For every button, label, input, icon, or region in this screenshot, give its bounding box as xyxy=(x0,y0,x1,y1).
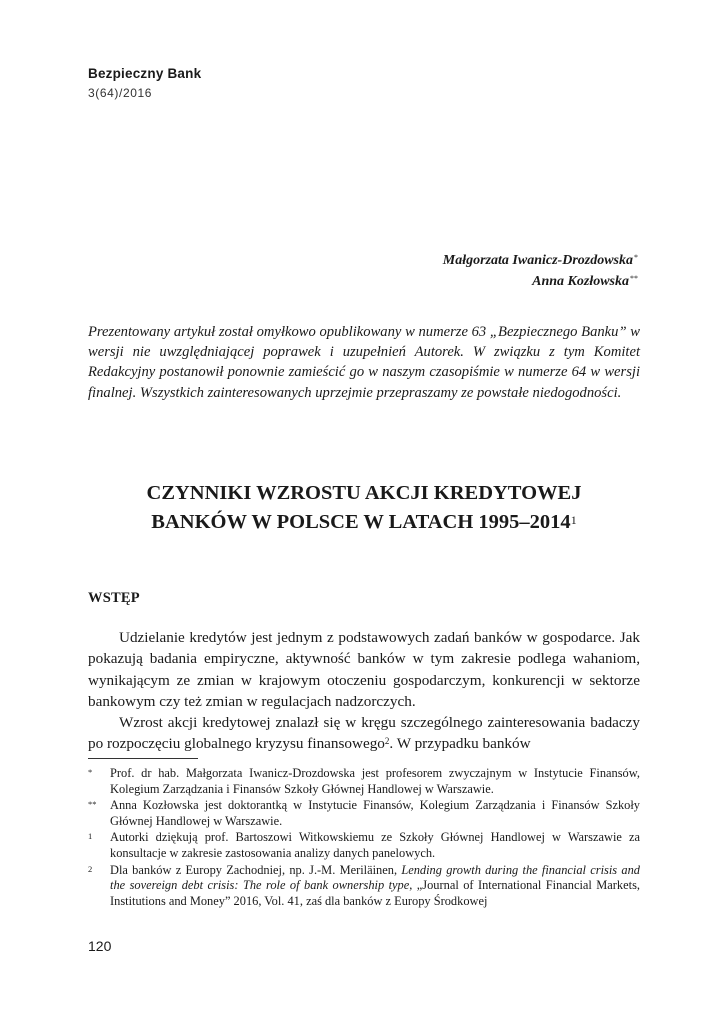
cited-article-title: Lending growth during the financial crisis and the sovereign debt crisis: The role of bank ownership type xyxy=(110,862,640,893)
section-heading: WSTĘP xyxy=(88,590,140,606)
journal-header xyxy=(88,66,201,100)
author-2 xyxy=(443,271,638,292)
journal-name: Bezpieczny Bank xyxy=(88,66,202,81)
editorial-notice: Prezentowany artykuł został omyłkowo opublikowany w numerze 63 „Bezpiecznego Banku” w wersji nie uwzględniającej poprawek i uzupełnień Autorek. W związku z tym Komitet Redakcyjny postanowił ponownie zamieścić go w naszym czasopiśmie w numerze 64 w wersji finalnej. Wszystkich zainteresowanych uprzejmie przepraszamy ze powstałe niedogodności. xyxy=(88,324,640,401)
footnote-text: Anna Kozłowska jest doktorantką w Instytucie Finansów, Kolegium Zarządzania i Finansów Szkoły Głównej Handlowej w Warszawie. xyxy=(110,798,640,828)
page-number: 120 xyxy=(88,938,112,954)
footnote-text-after: , „Journal of International Financial Markets, Institutions and Money” 2016, Vol. 41, zaś dla banków z Europy Środkowej xyxy=(110,878,640,908)
author-list xyxy=(443,250,638,292)
title-line-2-text: BANKÓW W POLSCE W LATACH 1995–2014 xyxy=(151,511,571,533)
author-1-name: Małgorzata Iwanicz-Drozdowska xyxy=(442,253,633,268)
footnote-separator xyxy=(88,758,198,759)
footnote-text: Autorki dziękują prof. Bartoszowi Witkowskiemu ze Szkoły Głównej Handlowej w Warszawie za konsultacje w zakresie zastosowania analizy danych panelowych. xyxy=(110,830,640,860)
footnote-author-1 xyxy=(88,766,640,797)
footnote-text xyxy=(110,863,640,910)
footnote-2 xyxy=(88,863,640,910)
author-2-mark: ** xyxy=(630,274,638,283)
author-1-mark: * xyxy=(634,253,638,262)
footnote-mark: ** xyxy=(88,799,97,810)
paragraph-1: Udzielanie kredytów jest jednym z podstawowych zadań banków w gospodarce. Jak pokazują badania empiryczne, aktywność banków w tym zakresie podlega wahaniom, wynikającym ze zmian w krajowym otoczeniu gospodarczym, konkurencji w sektorze bankowym czy też zmian w regulacjach nadzorczych. xyxy=(88,629,640,710)
title-footnote-mark: 1 xyxy=(570,513,577,527)
footnotes xyxy=(88,766,640,910)
footnote-mark: 1 xyxy=(88,831,93,842)
title-line-2 xyxy=(88,508,640,537)
footnote-ref-2: 2 xyxy=(384,736,390,747)
title-line-1: CZYNNIKI WZROSTU AKCJI KREDYTOWEJ xyxy=(146,482,582,504)
footnote-1 xyxy=(88,830,640,861)
footnote-mark: * xyxy=(88,767,93,777)
paragraph-2 xyxy=(88,712,640,755)
author-1 xyxy=(443,250,638,271)
footnote-mark: 2 xyxy=(88,863,93,874)
paragraph-2-text: Wzrost akcji kredytowej znalazł się w kręgu szczególnego zainteresowania badaczy po rozpoczęciu globalnego kryzysu finansowego xyxy=(88,714,640,753)
footnote-text: Prof. dr hab. Małgorzata Iwanicz-Drozdowska jest profesorem zwyczajnym w Instytucie Finansów, Kolegium Zarządzania i Finansów Szkoły Głównej Handlowej w Warszawie. xyxy=(110,766,640,796)
body-text xyxy=(88,627,640,755)
article-title xyxy=(88,479,640,537)
paragraph-2-continuation: . W przypadku banków xyxy=(389,735,531,753)
footnote-text-before: Dla banków z Europy Zachodniej, np. J.-M. Meriläinen, xyxy=(110,862,402,877)
footnote-author-2 xyxy=(88,798,640,829)
author-2-name: Anna Kozłowska xyxy=(532,274,629,289)
journal-issue: 3(64)/2016 xyxy=(88,86,153,100)
